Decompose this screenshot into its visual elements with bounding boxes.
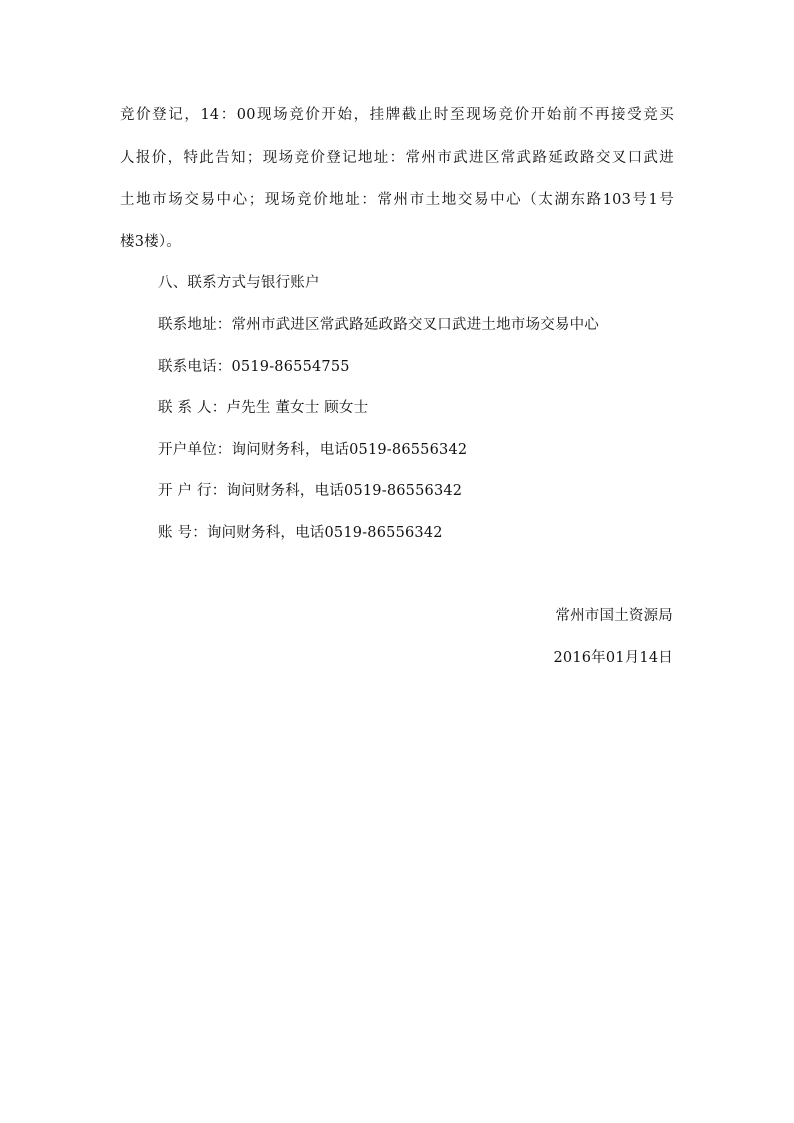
paragraph-line-2: 人报价，特此告知；现场竞价登记地址：常州市武进区常武路延政路交叉口武进 [120, 150, 674, 166]
issue-date: 2016年01月14日 [553, 650, 673, 666]
account-number: 账 号：询问财务科，电话0519-86556342 [158, 525, 443, 541]
paragraph-line-1: 竞价登记，14：00现场竞价开始，挂牌截止时至现场竞价开始前不再接受竞买 [120, 107, 674, 123]
contact-address: 联系地址：常州市武进区常武路延政路交叉口武进土地市场交易中心 [158, 317, 599, 333]
contact-phone: 联系电话：0519-86554755 [158, 359, 350, 375]
bank-name: 开 户 行：询问财务科，电话0519-86556342 [158, 483, 463, 499]
account-holder: 开户单位：询问财务科，电话0519-86556342 [158, 442, 468, 458]
contact-persons: 联 系 人：卢先生 董女士 顾女士 [158, 400, 369, 416]
paragraph-line-3: 土地市场交易中心；现场竞价地址：常州市土地交易中心（太湖东路103号1号 [120, 192, 674, 208]
section-heading: 八、联系方式与银行账户 [158, 275, 320, 291]
paragraph-line-4: 楼3楼）。 [120, 234, 181, 250]
issuer-name: 常州市国土资源局 [555, 608, 673, 624]
